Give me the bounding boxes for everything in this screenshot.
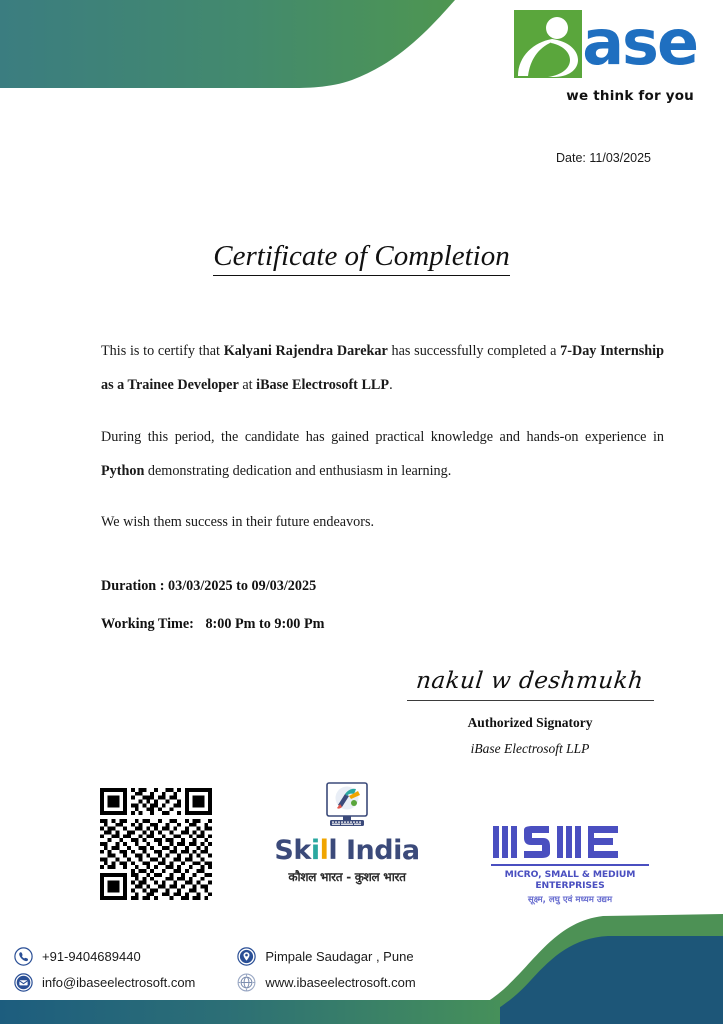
skill-word-s: Sk	[274, 835, 311, 866]
paragraph-certify	[101, 334, 664, 402]
accreditation-badges	[0, 780, 723, 905]
experience-suffix: demonstrating dedication and enthusiasm in learning.	[144, 463, 452, 479]
experience-prefix: During this period, the candidate has gained practical knowledge and hands-on experience in	[101, 429, 664, 445]
skill-india-logo	[272, 782, 422, 885]
skill-word-i2: l	[319, 835, 329, 866]
email-address: info@ibaseelectrosoft.com	[42, 975, 196, 990]
skill-india-monitor-icon	[318, 782, 376, 834]
paragraph-experience	[101, 420, 664, 488]
contact-location[interactable]	[237, 947, 415, 966]
signature-block	[395, 668, 665, 757]
certificate-title	[0, 240, 723, 273]
skill-india-subtitle: कौशल भारत - कुशल भारत	[288, 870, 406, 884]
msme-hindi-subtitle: सूक्ष्म, लघु एवं मध्यम उद्यम	[527, 895, 613, 905]
msme-subtitle: MICRO, SMALL & MEDIUM ENTERPRISES	[504, 869, 636, 891]
certify-at: at	[238, 377, 257, 393]
msme-rule	[491, 864, 649, 866]
logo-row	[487, 8, 697, 80]
b-person-icon	[512, 8, 584, 80]
skill-india-wordmark	[272, 836, 422, 866]
certificate-title-text: Certificate of Completion	[213, 240, 509, 276]
handwritten-signature: nakul w deshmukh	[415, 668, 646, 694]
msme-wordmark-icon	[491, 820, 649, 862]
certify-mid: has successfully completed a	[387, 343, 561, 359]
globe-icon	[237, 973, 256, 992]
header-band-shape	[0, 0, 455, 90]
working-time-label: Working Time:	[101, 616, 198, 632]
location-pin-icon	[237, 947, 256, 966]
working-time-line	[101, 614, 664, 634]
issue-date: Date: 11/03/2025	[556, 151, 651, 165]
msme-logo	[485, 820, 655, 905]
company-logo	[487, 8, 697, 104]
duration-line	[101, 576, 664, 596]
skill-word-rest: l India	[328, 835, 420, 866]
internship-role: 7-Day Internship as a Trainee Developer	[101, 343, 664, 393]
signatory-org: iBase Electrosoft LLP	[470, 741, 590, 756]
header-decorative-band	[0, 0, 455, 90]
signatory-role: Authorized Signatory	[467, 715, 593, 730]
phone-icon	[14, 947, 33, 966]
qr-code[interactable]	[100, 788, 212, 900]
duration-value: 03/03/2025 to 09/03/2025	[168, 578, 317, 594]
office-location: Pimpale Saudagar , Pune	[265, 949, 414, 964]
email-icon	[14, 973, 33, 992]
contact-email[interactable]	[14, 973, 195, 992]
website-url: www.ibaseelectrosoft.com	[265, 975, 416, 990]
duration-label: Duration :	[101, 578, 168, 594]
certify-period: .	[389, 377, 393, 393]
signature-rule	[407, 700, 654, 701]
certificate-body	[101, 334, 664, 634]
qr-code-icon	[100, 788, 212, 900]
skill-word-i1: i	[310, 835, 320, 866]
footer-gradient-bar	[0, 1000, 500, 1024]
paragraph-wishes: We wish them success in their future endeavors.	[101, 514, 375, 530]
contact-website[interactable]	[237, 973, 415, 992]
logo-wordmark: ase	[582, 6, 697, 79]
working-time-value: 8:00 Pm to 9:00 Pm	[205, 616, 325, 632]
certify-prefix: This is to certify that	[101, 343, 224, 359]
page-footer	[0, 914, 723, 1024]
logo-tagline: we think for you	[566, 88, 694, 104]
phone-number: +91-9404689440	[42, 949, 141, 964]
contact-info	[14, 947, 416, 992]
recipient-name: Kalyani Rajendra Darekar	[223, 343, 388, 359]
technology-name: Python	[101, 463, 145, 479]
company-name: iBase Electrosoft LLP	[256, 377, 390, 393]
contact-phone[interactable]	[14, 947, 195, 966]
